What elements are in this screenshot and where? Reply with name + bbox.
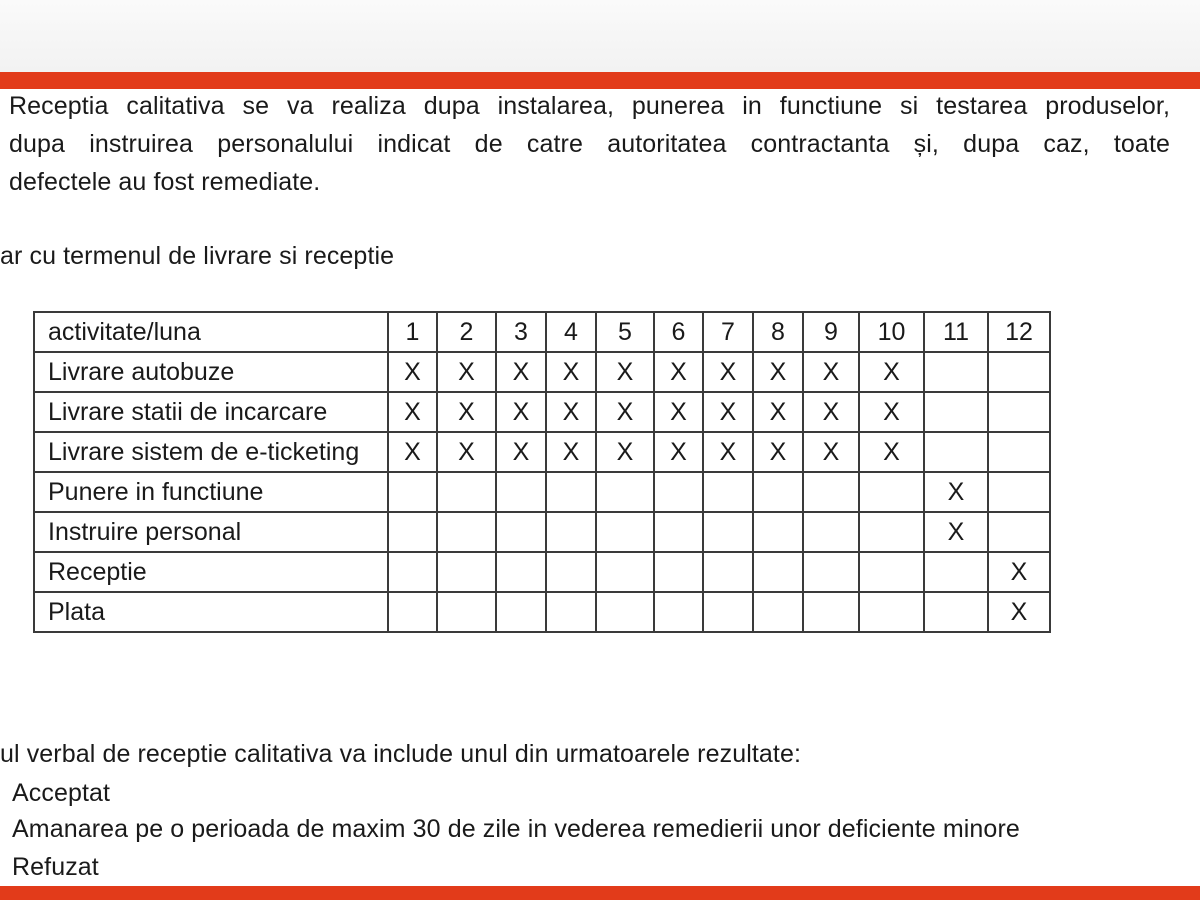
table-header-month: 6 <box>654 312 703 352</box>
table-cell-mark <box>924 432 988 472</box>
table-header-month: 8 <box>753 312 803 352</box>
table-cell-mark <box>753 592 803 632</box>
table-cell-mark <box>703 472 753 512</box>
table-cell-mark: X <box>596 432 654 472</box>
paragraph-line-3: defectele au fost remediate. <box>9 168 321 196</box>
table-cell-activity: Livrare sistem de e-ticketing <box>34 432 388 472</box>
table-cell-mark <box>924 552 988 592</box>
table-header-month: 7 <box>703 312 753 352</box>
table-cell-mark <box>753 472 803 512</box>
table-cell-mark: X <box>388 352 437 392</box>
table-cell-mark: X <box>496 392 546 432</box>
table-cell-mark: X <box>496 352 546 392</box>
table-header-month: 5 <box>596 312 654 352</box>
table-cell-mark <box>654 472 703 512</box>
results-intro: ul verbal de receptie calitativa va include unul din urmatoarele rezultate: <box>0 740 802 768</box>
table-cell-mark <box>546 472 596 512</box>
table-cell-mark <box>654 552 703 592</box>
table-cell-mark <box>437 512 496 552</box>
table-cell-mark <box>753 552 803 592</box>
table-cell-mark: X <box>859 352 924 392</box>
table-cell-mark <box>924 352 988 392</box>
table-cell-mark <box>988 352 1050 392</box>
table-cell-mark <box>388 512 437 552</box>
table-cell-mark <box>988 432 1050 472</box>
table-cell-mark <box>388 552 437 592</box>
table-cell-mark <box>924 392 988 432</box>
table-row <box>34 352 1050 392</box>
table-cell-mark: X <box>703 392 753 432</box>
table-cell-activity: Instruire personal <box>34 512 388 552</box>
table-cell-mark: X <box>654 352 703 392</box>
table-cell-mark <box>859 552 924 592</box>
table-cell-mark: X <box>437 352 496 392</box>
table-cell-mark <box>859 472 924 512</box>
table-cell-mark: X <box>388 432 437 472</box>
table-cell-mark <box>546 592 596 632</box>
table-cell-mark <box>596 592 654 632</box>
table-cell-mark <box>803 512 859 552</box>
table-cell-activity: Livrare statii de incarcare <box>34 392 388 432</box>
paragraph-line-1: Receptia calitativa se va realiza dupa instalarea, punerea in functiune si testarea produselor, <box>9 92 1170 120</box>
table-row <box>34 512 1050 552</box>
table-cell-mark: X <box>753 432 803 472</box>
table-cell-mark <box>437 552 496 592</box>
table-cell-mark <box>654 512 703 552</box>
table-cell-mark: X <box>859 432 924 472</box>
top-red-divider <box>0 72 1200 89</box>
table-cell-mark <box>437 472 496 512</box>
table-cell-mark <box>803 592 859 632</box>
table-cell-mark <box>988 472 1050 512</box>
table-cell-mark <box>703 552 753 592</box>
table-cell-mark <box>388 472 437 512</box>
table-cell-mark: X <box>437 432 496 472</box>
table-cell-mark: X <box>654 392 703 432</box>
table-cell-mark <box>924 592 988 632</box>
table-header-activity: activitate/luna <box>34 312 388 352</box>
table-cell-mark: X <box>924 472 988 512</box>
table-cell-mark <box>596 512 654 552</box>
table-cell-mark <box>437 592 496 632</box>
table-cell-mark <box>546 552 596 592</box>
schedule-table <box>33 311 1051 633</box>
table-header-month: 12 <box>988 312 1050 352</box>
table-cell-mark <box>703 592 753 632</box>
table-cell-mark <box>703 512 753 552</box>
table-cell-mark <box>753 512 803 552</box>
table-cell-mark: X <box>546 392 596 432</box>
table-cell-mark: X <box>803 392 859 432</box>
table-cell-mark <box>859 592 924 632</box>
table-row <box>34 592 1050 632</box>
table-cell-mark <box>654 592 703 632</box>
table-cell-mark: X <box>753 352 803 392</box>
table-cell-mark: X <box>703 432 753 472</box>
table-cell-mark <box>803 472 859 512</box>
table-cell-mark <box>988 392 1050 432</box>
table-cell-mark: X <box>546 432 596 472</box>
table-cell-mark: X <box>988 592 1050 632</box>
paragraph-line-2: dupa instruirea personalului indicat de catre autoritatea contractanta și, dupa caz, toate <box>9 130 1170 158</box>
result-item-accepted: Acceptat <box>12 779 111 807</box>
table-cell-mark: X <box>753 392 803 432</box>
table-cell-mark <box>596 472 654 512</box>
table-cell-activity: Receptie <box>34 552 388 592</box>
table-cell-mark <box>496 512 546 552</box>
table-cell-mark: X <box>703 352 753 392</box>
table-cell-mark: X <box>988 552 1050 592</box>
table-cell-mark <box>803 552 859 592</box>
table-row <box>34 472 1050 512</box>
result-item-postponed: Amanarea pe o perioada de maxim 30 de zile in vederea remedierii unor deficiente minore <box>12 815 1020 843</box>
result-item-refused: Refuzat <box>12 853 99 881</box>
table-cell-mark: X <box>546 352 596 392</box>
table-cell-mark <box>388 592 437 632</box>
table-cell-mark: X <box>924 512 988 552</box>
table-cell-mark: X <box>803 352 859 392</box>
table-row <box>34 392 1050 432</box>
table-header-month: 11 <box>924 312 988 352</box>
table-cell-mark: X <box>803 432 859 472</box>
table-header-month: 10 <box>859 312 924 352</box>
table-cell-mark <box>596 552 654 592</box>
table-row <box>34 552 1050 592</box>
table-row <box>34 432 1050 472</box>
table-cell-activity: Punere in functiune <box>34 472 388 512</box>
table-header-row <box>34 312 1050 352</box>
bottom-red-divider <box>0 886 1200 900</box>
table-cell-mark <box>546 512 596 552</box>
table-header-month: 9 <box>803 312 859 352</box>
table-cell-mark <box>496 472 546 512</box>
table-cell-mark <box>859 512 924 552</box>
table-cell-mark <box>988 512 1050 552</box>
table-header-month: 4 <box>546 312 596 352</box>
schedule-heading: ar cu termenul de livrare si receptie <box>0 242 395 270</box>
table-cell-mark <box>496 552 546 592</box>
table-header-month: 1 <box>388 312 437 352</box>
table-cell-mark: X <box>496 432 546 472</box>
table-cell-mark: X <box>388 392 437 432</box>
table-cell-mark <box>496 592 546 632</box>
top-background-band <box>0 0 1200 72</box>
table-cell-mark: X <box>437 392 496 432</box>
table-header-month: 2 <box>437 312 496 352</box>
table-cell-mark: X <box>596 352 654 392</box>
table-cell-mark: X <box>654 432 703 472</box>
table-cell-mark: X <box>596 392 654 432</box>
table-header-month: 3 <box>496 312 546 352</box>
table-cell-mark: X <box>859 392 924 432</box>
table-cell-activity: Plata <box>34 592 388 632</box>
table-cell-activity: Livrare autobuze <box>34 352 388 392</box>
